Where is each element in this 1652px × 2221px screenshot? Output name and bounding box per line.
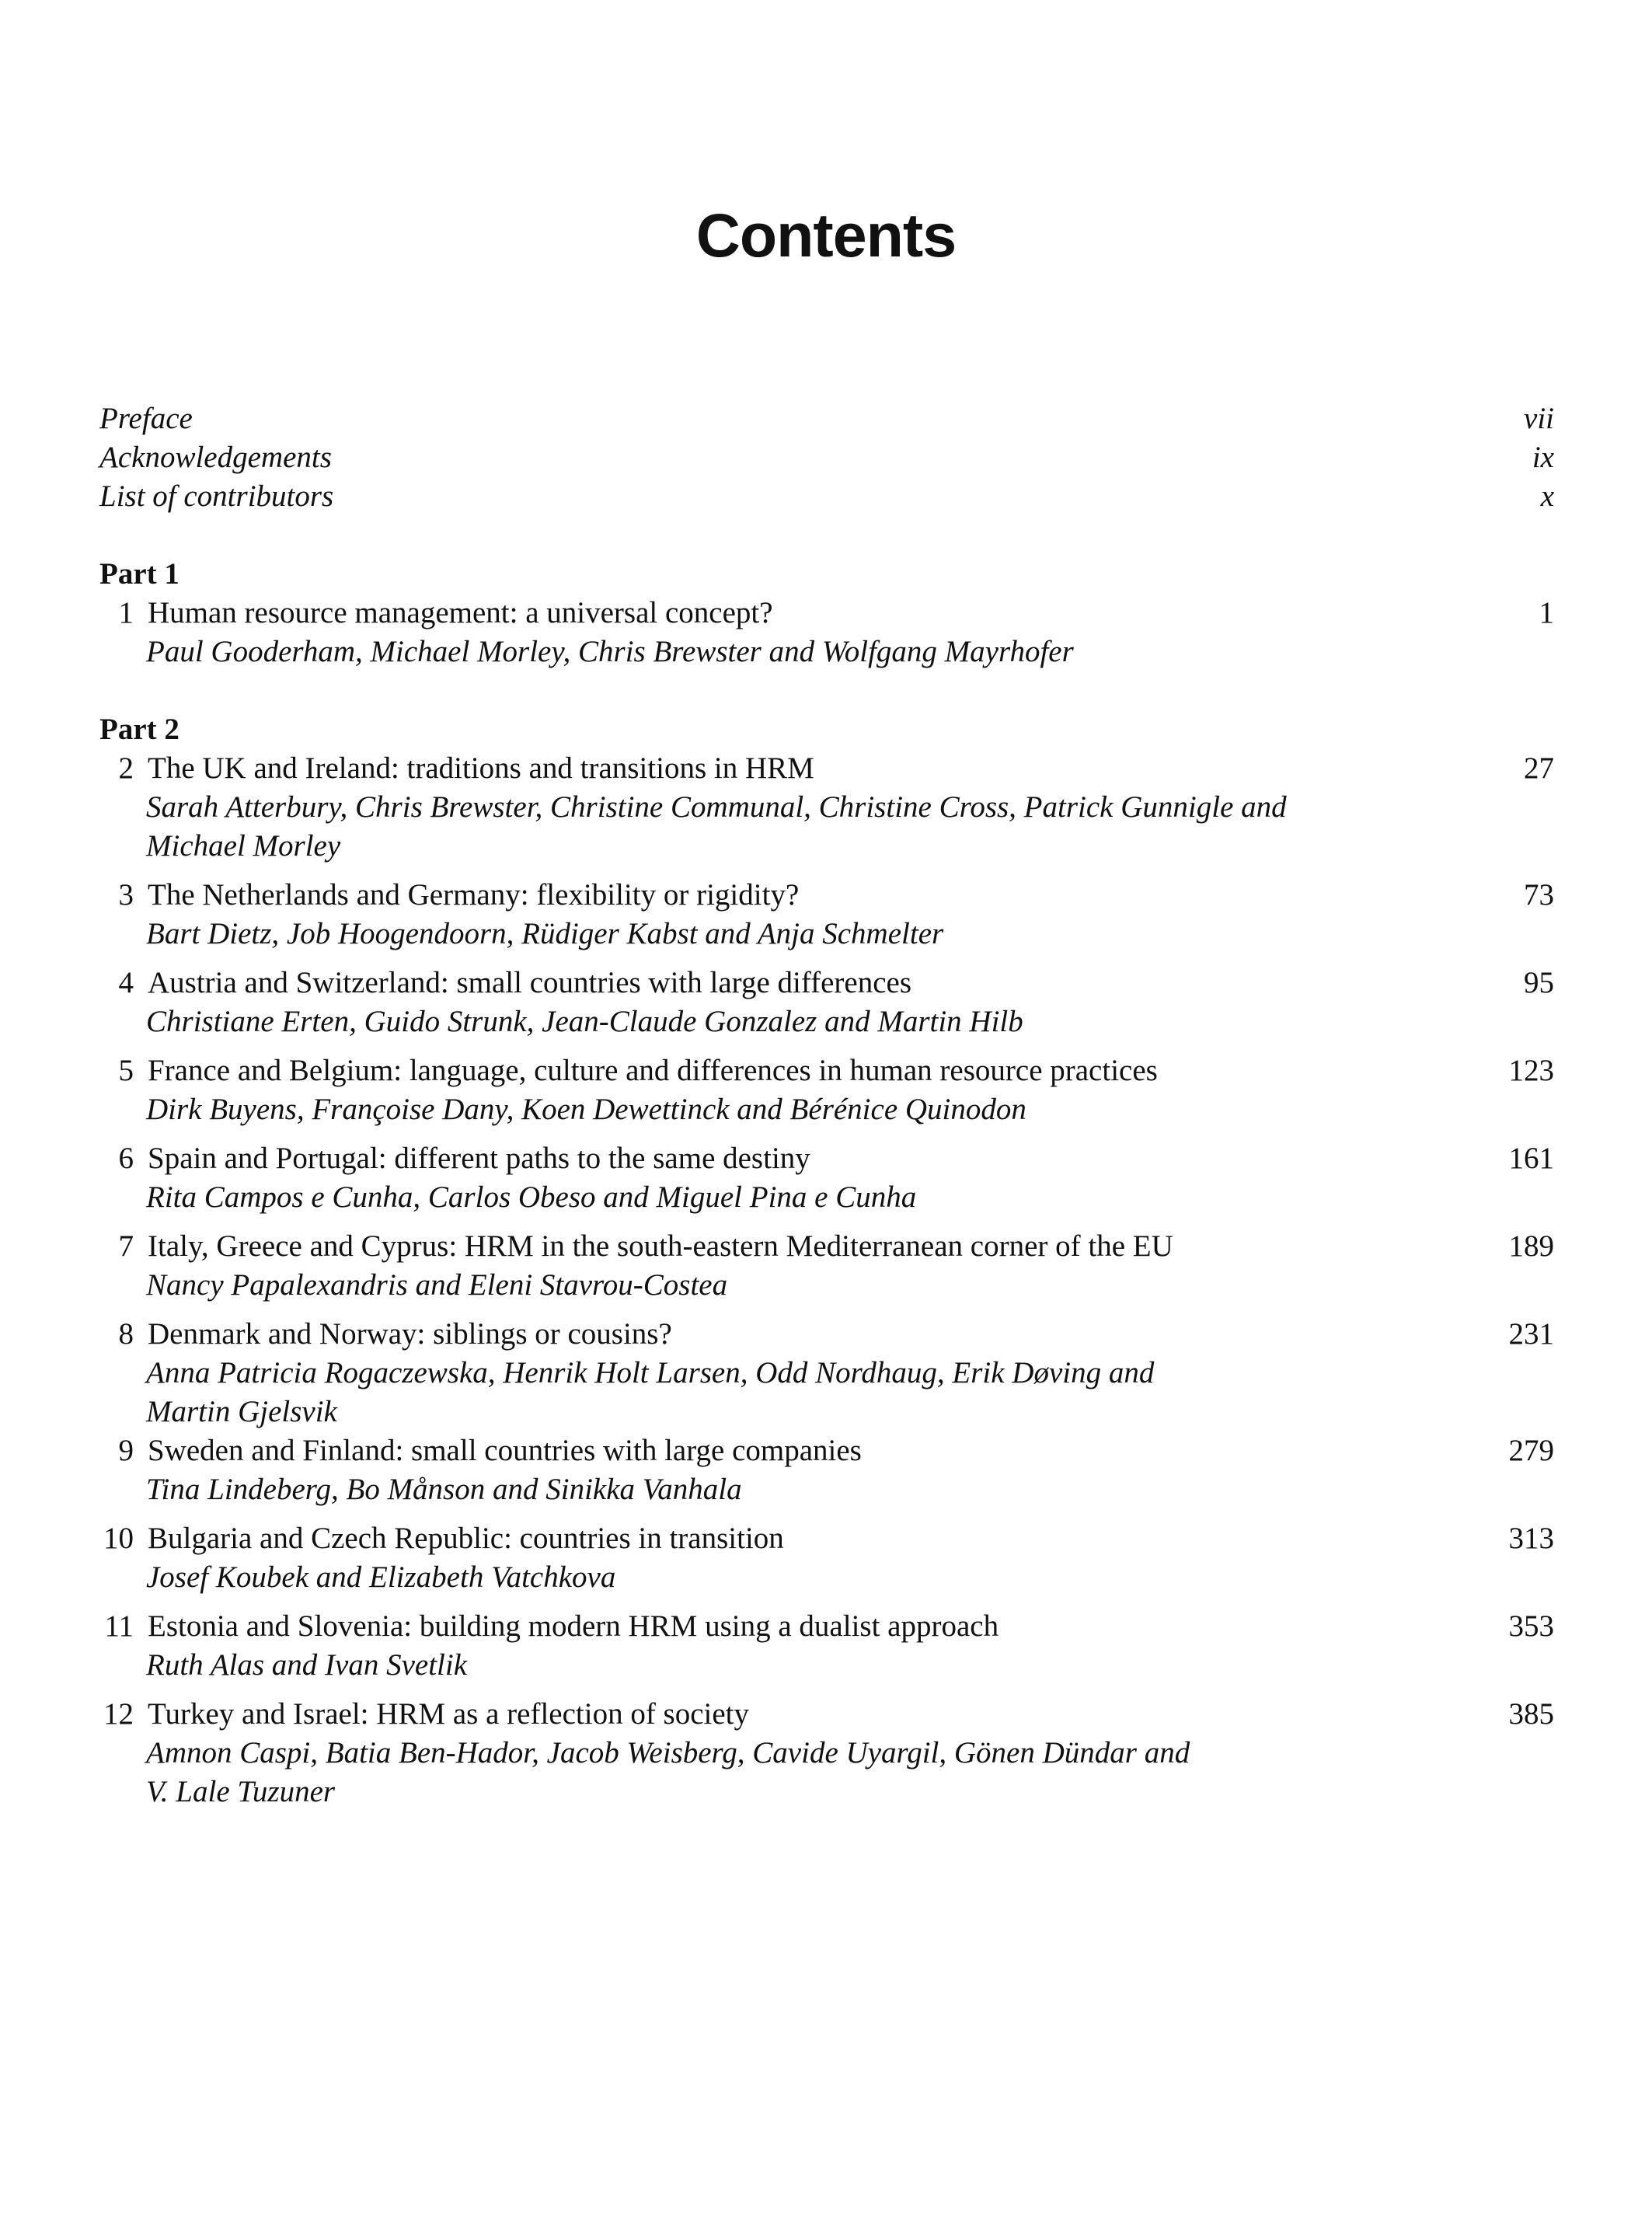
chapter-number: 2 — [118, 751, 134, 785]
chapter-number: 3 — [118, 878, 134, 912]
chapter-page: 123 — [1508, 1054, 1554, 1087]
chapter-number: 9 — [118, 1434, 134, 1467]
chapter-page: 189 — [1508, 1229, 1554, 1263]
chapter-title[interactable]: The Netherlands and Germany: flexibility or rigidity? — [148, 878, 800, 912]
chapter-title[interactable]: Denmark and Norway: siblings or cousins? — [148, 1317, 672, 1351]
chapter-authors: Josef Koubek and Elizabeth Vatchkova — [146, 1560, 616, 1594]
chapter-authors: Michael Morley — [146, 829, 341, 863]
front-matter-page: vii — [1524, 402, 1554, 435]
chapter-page: 161 — [1508, 1142, 1554, 1175]
part-heading: Part 2 — [99, 713, 179, 746]
chapter-authors: Martin Gjelsvik — [146, 1395, 337, 1428]
chapter-authors: Paul Gooderham, Michael Morley, Chris Brewster and Wolfgang Mayrhofer — [146, 635, 1074, 668]
chapter-authors: Ruth Alas and Ivan Svetlik — [146, 1648, 468, 1682]
chapter-page: 1 — [1539, 596, 1554, 629]
chapter-authors: Nancy Papalexandris and Eleni Stavrou-Costea — [146, 1268, 728, 1302]
chapter-title[interactable]: Spain and Portugal: different paths to the same destiny — [148, 1142, 810, 1175]
chapter-authors: Tina Lindeberg, Bo Månson and Sinikka Vanhala — [146, 1473, 742, 1506]
chapter-page: 27 — [1524, 751, 1554, 785]
chapter-page: 313 — [1508, 1522, 1554, 1555]
chapter-authors: Bart Dietz, Job Hoogendoorn, Rüdiger Kabst and Anja Schmelter — [146, 917, 944, 950]
chapter-title[interactable]: Turkey and Israel: HRM as a reflection of society — [148, 1697, 750, 1731]
front-matter-title[interactable]: Acknowledgements — [99, 441, 332, 474]
chapter-page: 353 — [1508, 1609, 1554, 1643]
chapter-title[interactable]: The UK and Ireland: traditions and transitions in HRM — [148, 751, 814, 785]
chapter-title[interactable]: France and Belgium: language, culture and differences in human resource practices — [148, 1054, 1158, 1087]
chapter-authors: Sarah Atterbury, Chris Brewster, Christine Communal, Christine Cross, Patrick Gunnigle and — [146, 790, 1287, 824]
chapter-title[interactable]: Human resource management: a universal concept? — [148, 596, 773, 629]
chapter-authors: Rita Campos e Cunha, Carlos Obeso and Miguel Pina e Cunha — [146, 1180, 917, 1214]
chapter-title[interactable]: Italy, Greece and Cyprus: HRM in the south-eastern Mediterranean corner of the EU — [148, 1229, 1173, 1263]
chapter-authors: Anna Patricia Rogaczewska, Henrik Holt Larsen, Odd Nordhaug, Erik Døving and — [146, 1356, 1155, 1389]
front-matter-title[interactable]: List of contributors — [99, 479, 334, 513]
chapter-authors: V. Lale Tuzuner — [146, 1775, 336, 1808]
chapter-number: 7 — [118, 1229, 134, 1263]
front-matter-page: x — [1540, 479, 1554, 513]
chapter-number: 1 — [118, 596, 134, 629]
chapter-page: 385 — [1508, 1697, 1554, 1731]
chapter-number: 8 — [118, 1317, 134, 1351]
chapter-number: 10 — [103, 1522, 134, 1555]
part-heading: Part 1 — [99, 557, 179, 591]
chapter-page: 73 — [1524, 878, 1554, 912]
chapter-title[interactable]: Bulgaria and Czech Republic: countries in transition — [148, 1522, 784, 1555]
chapter-number: 11 — [104, 1609, 134, 1643]
chapter-authors: Dirk Buyens, Françoise Dany, Koen Dewettinck and Bérénice Quinodon — [146, 1093, 1026, 1126]
chapter-number: 5 — [118, 1054, 134, 1087]
chapter-number: 6 — [118, 1142, 134, 1175]
chapter-authors: Amnon Caspi, Batia Ben-Hador, Jacob Weisberg, Cavide Uyargil, Gönen Dündar and — [146, 1736, 1190, 1769]
chapter-authors: Christiane Erten, Guido Strunk, Jean-Claude Gonzalez and Martin Hilb — [146, 1005, 1023, 1038]
front-matter-title[interactable]: Preface — [99, 402, 193, 435]
chapter-number: 4 — [118, 966, 134, 999]
front-matter-page: ix — [1532, 441, 1554, 474]
chapter-page: 231 — [1508, 1317, 1554, 1351]
chapter-page: 95 — [1524, 966, 1554, 999]
chapter-page: 279 — [1508, 1434, 1554, 1467]
page-title: Contents — [695, 200, 957, 270]
chapter-title[interactable]: Austria and Switzerland: small countries with large differences — [148, 966, 912, 999]
chapter-title[interactable]: Estonia and Slovenia: building modern HRM using a dualist approach — [148, 1609, 999, 1643]
chapter-title[interactable]: Sweden and Finland: small countries with large companies — [148, 1434, 862, 1467]
chapter-number: 12 — [103, 1697, 134, 1731]
